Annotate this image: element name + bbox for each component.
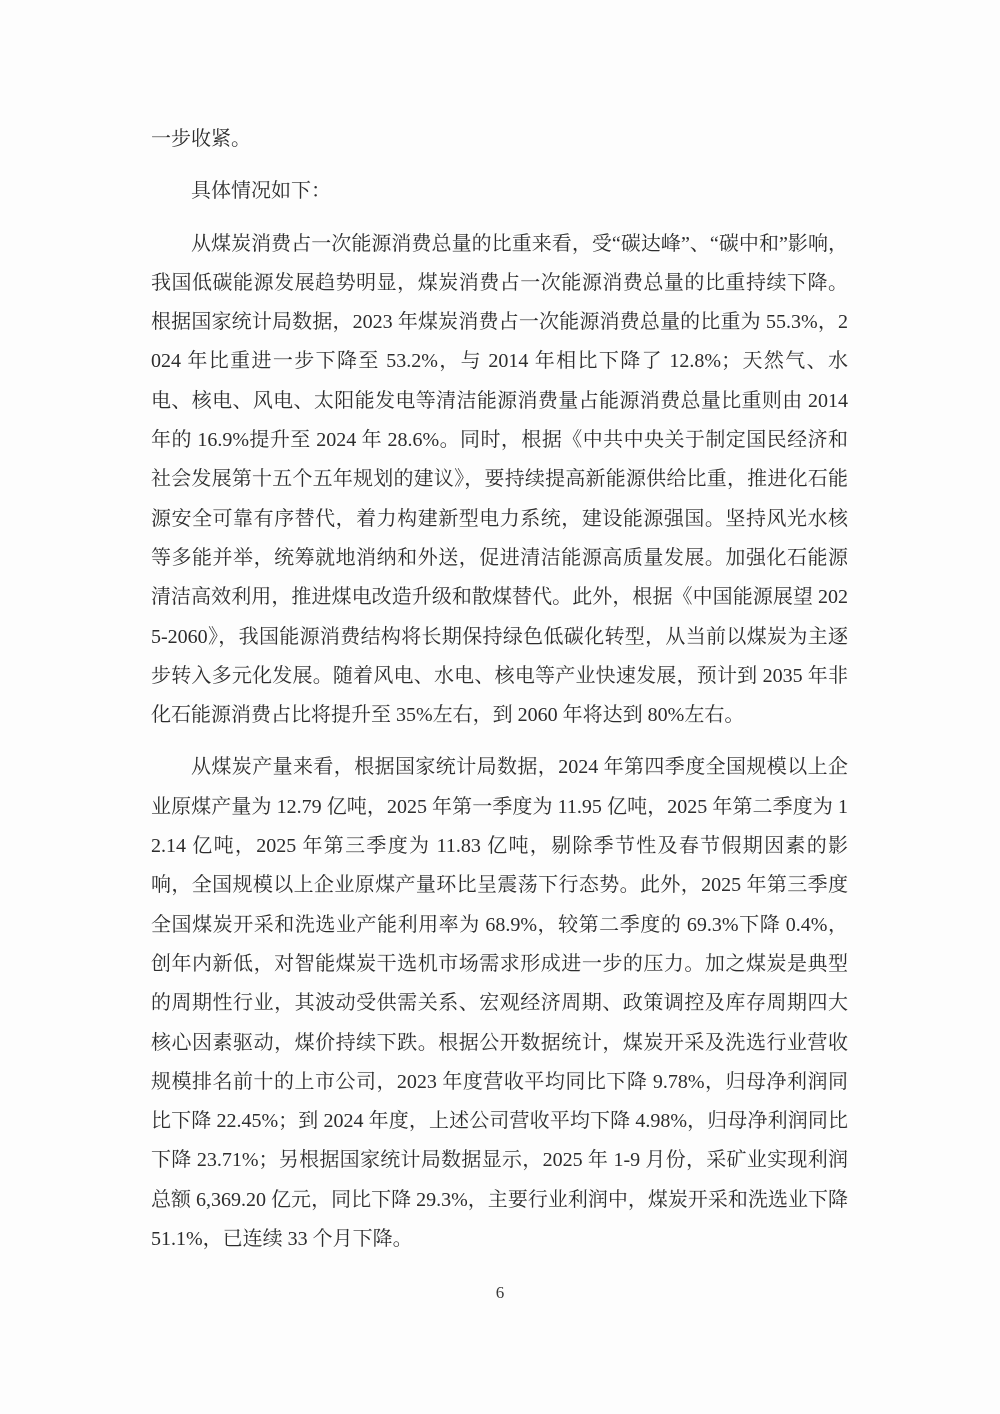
paragraph-continuation: 一步收紧。: [151, 128, 251, 150]
paragraph-coal-production: 从煤炭产量来看，根据国家统计局数据，2024 年第四季度全国规模以上企业原煤产量为 12.79 亿吨，2025 年第一季度为 11.95 亿吨，2025 年第二季度为 12.14 亿吨，2025 年第三季度为 11.83 亿吨，剔除季节性及春节假期因素的影响，全国规模以上企业原煤产量环比呈震荡下行态势。此外，2025 年第三季度全国煤炭开采和洗选业产能利用率为 68.9%，较第二季度的 69.3%下降 0.4%，创年内新低，对智能煤炭干选机市场需求形成进一步的压力。加之煤炭是典型的周期性行业，其波动受供需关系、宏观经济周期、政策调控及库存周期四大核心因素驱动，煤价持续下跌。根据公开数据统计，煤炭开采及洗选行业营收规模排名前十的上市公司，2023 年度营收平均同比下降 9.78%，归母净利润同比下降 22.45%；到 2024 年度，上述公司营收平均下降 4.98%，归母净利润同比下降 23.71%；另根据国家统计局数据显示，2025 年 1-9 月份，采矿业实现利润总额 6,369.20 亿元，同比下降 29.3%，主要行业利润中，煤炭开采和洗选业下降 51.1%，已连续 33 个月下降。: [151, 756, 848, 1251]
paragraph-intro: 具体情况如下：: [191, 180, 331, 203]
page-number: 6: [495, 1283, 505, 1302]
paragraph-coal-consumption: 从煤炭消费占一次能源消费总量的比重来看，受“碳达峰”、“碳中和”影响，我国低碳能源发展趋势明显，煤炭消费占一次能源消费总量的比重持续下降。根据国家统计局数据，2023 年煤炭消费占一次能源消费总量的比重为 55.3%，2024 年比重进一步下降至 53.2%，与 2014 年相比下降了 12.8%；天然气、水电、核电、风电、太阳能发电等清洁能源消费量占能源消费总量比重则由 2014 年的 16.9%提升至 2024 年 28.6%。同时，根据《中共中央关于制定国民经济和社会发展第十五个五年规划的建议》，要持续提高新能源供给比重，推进化石能源安全可靠有序替代，着力构建新型电力系统，建设能源强国。坚持风光水核等多能并举，统筹就地消纳和外送，促进清洁能源高质量发展。加强化石能源清洁高效利用，推进煤电改造升级和散煤替代。此外，根据《中国能源展望 2025-2060》，我国能源消费结构将长期保持绿色低碳化转型，从当前以煤炭为主逐步转入多元化发展。随着风电、水电、核电等产业快速发展，预计到 2035 年非化石能源消费占比将提升至 35%左右，到 2060 年将达到 80%左右。: [151, 232, 848, 727]
text-block: [151, 120, 848, 1272]
